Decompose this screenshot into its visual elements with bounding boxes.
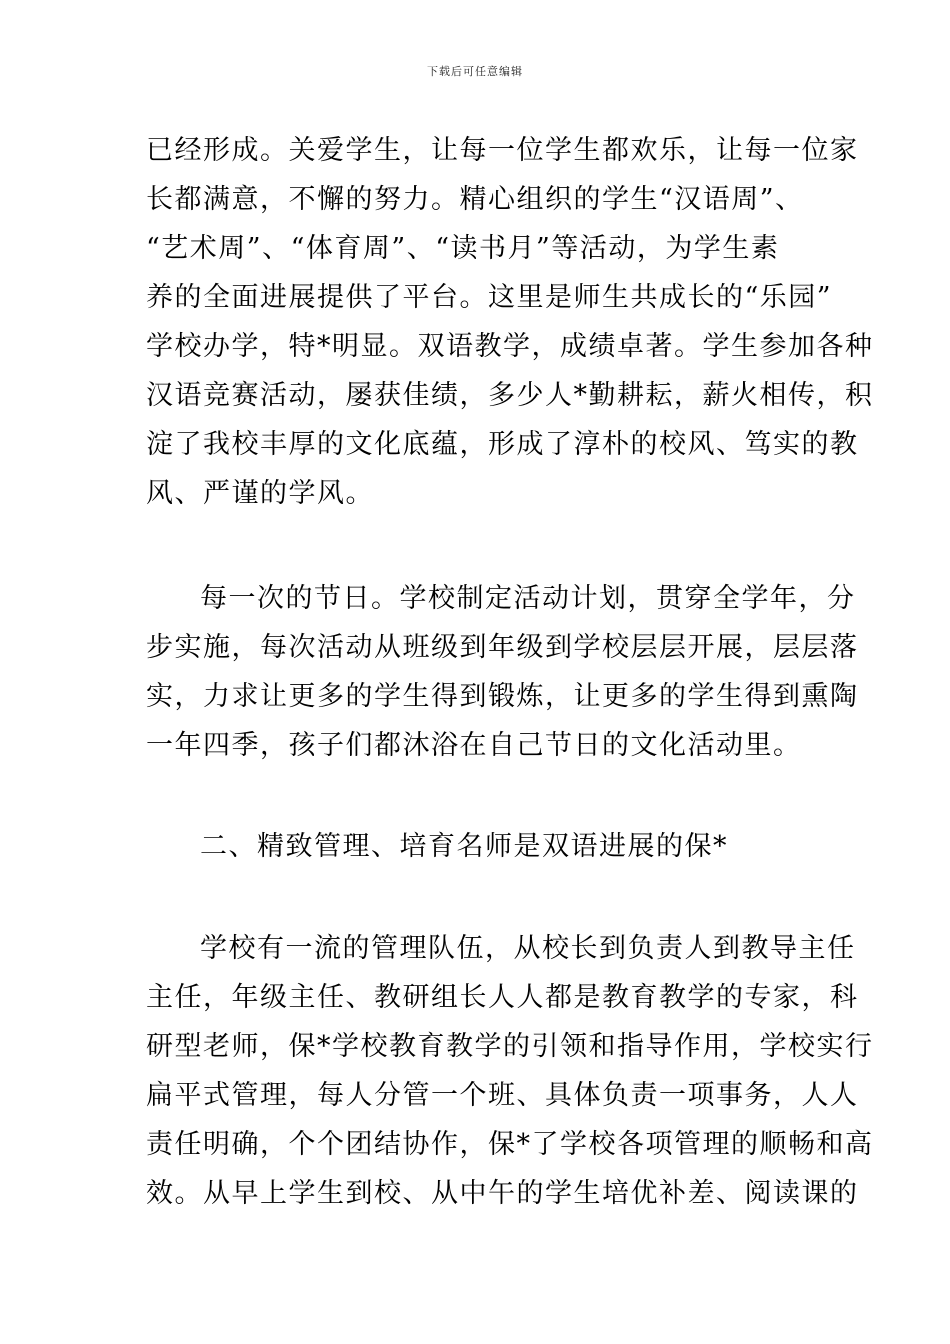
section-heading: 二、精致管理、培育名师是双语进展的保* [200, 831, 728, 862]
text-line: 责任明确，个个团结协作，保*了学校各项管理的顺畅和高 [146, 1129, 874, 1160]
text-line: 效。从早上学生到校、从中午的学生培优补差、阅读课的 [146, 1178, 859, 1209]
text-line: 实，力求让更多的学生得到锻炼，让更多的学生得到熏陶 [146, 681, 859, 712]
text-line: 已经形成。关爱学生，让每一位学生都欢乐，让每一位家 [146, 135, 859, 166]
text-line: “艺术周”、“体育周”、“读书月”等活动，为学生素 [146, 233, 780, 264]
text-line: 步实施，每次活动从班级到年级到学校层层开展，层层落 [146, 632, 859, 663]
page-header: 下载后可任意编辑 [427, 65, 523, 78]
text-line: 研型老师，保*学校教育教学的引领和指导作用，学校实行 [146, 1031, 874, 1062]
text-line: 学校有一流的管理队伍，从校长到负责人到教导主任 [200, 933, 856, 964]
text-line: 汉语竞赛活动，屡获佳绩，多少人*勤耕耘，薪火相传，积 [146, 380, 874, 411]
text-line: 学校办学，特*明显。双语教学，成绩卓著。学生参加各种 [146, 331, 874, 362]
text-line: 每一次的节日。学校制定活动计划，贯穿全学年，分 [200, 583, 856, 614]
text-line: 一年四季，孩子们都沐浴在自己节日的文化活动里。 [146, 730, 802, 761]
text-line: 养的全面进展提供了平台。这里是师生共成长的“乐园” [146, 282, 833, 313]
text-line: 扁平式管理，每人分管一个班、具体负责一项事务，人人 [146, 1080, 859, 1111]
text-line: 风、严谨的学风。 [146, 478, 374, 509]
text-line: 长都满意，不懈的努力。精心组织的学生“汉语周”、 [146, 184, 804, 215]
text-line: 主任，年级主任、教研组长人人都是教育教学的专家，科 [146, 982, 859, 1013]
text-line: 淀了我校丰厚的文化底蕴，形成了淳朴的校风、笃实的教 [146, 429, 859, 460]
